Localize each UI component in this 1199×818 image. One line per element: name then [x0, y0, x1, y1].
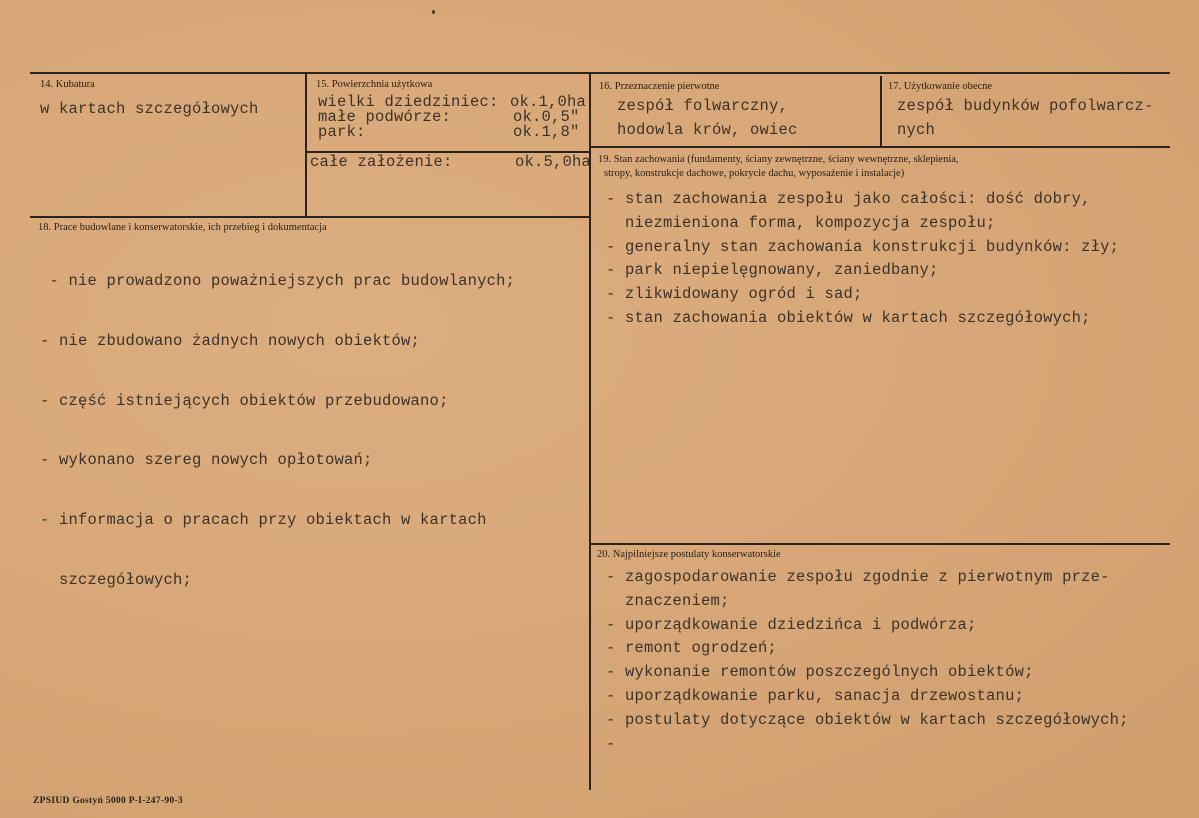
field20-line: - remont ogrodzeń; [606, 639, 778, 658]
field15-row-name: małe podwórze: [318, 108, 452, 126]
field18-line: szczegółowych; [40, 570, 193, 589]
field18-label: 18. Prace budowlane i konserwatorskie, ich przebieg i dokumentacja [38, 222, 327, 233]
field20-line: - postulaty dotyczące obiektów w kartach szczegółowych; [606, 710, 1129, 729]
field14-value: w kartach szczegółowych [40, 100, 259, 118]
field19-label [598, 153, 959, 181]
top-rule [30, 72, 1170, 74]
field19-label-line: 19. Stan zachowania (fundamenty, ściany zewnętrzne, ściany wewnętrzne, sklepienia, [598, 154, 959, 165]
paper-speck [432, 10, 435, 14]
field16-value [617, 94, 798, 143]
field18-line: - nie zbudowano żadnych nowych obiektów; [40, 331, 421, 350]
field19-line: - stan zachowania zespołu jako całości: dość dobry, [606, 190, 1091, 208]
field20-line: - [606, 734, 616, 753]
field18-value [40, 234, 515, 629]
field19-line: - park niepielęgnowany, zaniedbany; [606, 261, 939, 280]
field15-row-value: ok.1,0ha [510, 93, 587, 111]
field15-row-value: ok.1,8" [513, 123, 580, 141]
field16-line: zespół folwarczny, [617, 97, 789, 115]
field15-rows [318, 95, 499, 140]
field15-total-name: całe założenie: [310, 153, 453, 171]
field17-line: nych [897, 121, 936, 140]
field20-line: znaczeniem; [606, 591, 730, 610]
divider-14-15 [305, 72, 307, 217]
print-code: ZPSIUD Gostyń 5000 P-I-247-90-3 [33, 796, 183, 806]
field15-values [510, 95, 586, 140]
divider-16-17 [880, 76, 882, 146]
field17-label: 17. Użytkowanie obecne [888, 81, 993, 92]
field15-row-value: ok.0,5" [513, 108, 580, 126]
field18-line: - nie prowadzono poważniejszych prac budowlanych; [40, 272, 516, 290]
field15-total-value: ok.5,0ha [515, 153, 592, 171]
field18-line: - informacja o pracach przy obiektach w kartach [40, 511, 487, 530]
field20-label: 20. Najpilniejsze postulaty konserwatorskie [597, 549, 781, 560]
field17-value [897, 94, 1154, 143]
rule-19-20 [591, 543, 1170, 545]
rule-14-18 [30, 216, 590, 218]
field20-line: - zagospodarowanie zespołu zgodnie z pierwotnym prze- [606, 568, 1110, 586]
field18-line: - część istniejących obiektów przebudowano; [40, 391, 449, 410]
field16-line: hodowla krów, owiec [617, 121, 798, 140]
field15-row-name: wielki dziedziniec: [318, 93, 499, 111]
field15-row-name: park: [318, 123, 366, 141]
field19-line: - zlikwidowany ogród i sad; [606, 285, 863, 304]
field18-line: - wykonano szereg nowych opłotowań; [40, 451, 373, 470]
field14-label: 14. Kubatura [40, 79, 95, 90]
field16-label: 16. Przeznaczenie pierwotne [599, 81, 720, 92]
field20-line: - wykonanie remontów poszczególnych obiektów; [606, 663, 1034, 682]
field19-line: - generalny stan zachowania konstrukcji budynków: zły; [606, 237, 1120, 256]
divider-15-16 [589, 72, 591, 790]
field20-line: - uporządkowanie dziedzińca i podwórza; [606, 615, 977, 634]
rule-16-19 [591, 146, 1170, 148]
field15-row [318, 125, 499, 140]
field15-label: 15. Powierzchnia użytkowa [316, 79, 433, 90]
field20-value [606, 566, 1129, 756]
field19-value [606, 188, 1119, 331]
field19-line: niezmieniona forma, kompozycja zespołu; [606, 213, 996, 232]
field19-line: - stan zachowania obiektów w kartach szczegółowych; [606, 308, 1091, 327]
field20-line: - uporządkowanie parku, sanacja drzewostanu; [606, 686, 1025, 705]
field17-line: zespół budynków pofolwarcz- [897, 97, 1154, 115]
field19-label-line: stropy, konstrukcje dachowe, pokrycie dachu, wyposażenie i instalacje) [604, 168, 905, 179]
